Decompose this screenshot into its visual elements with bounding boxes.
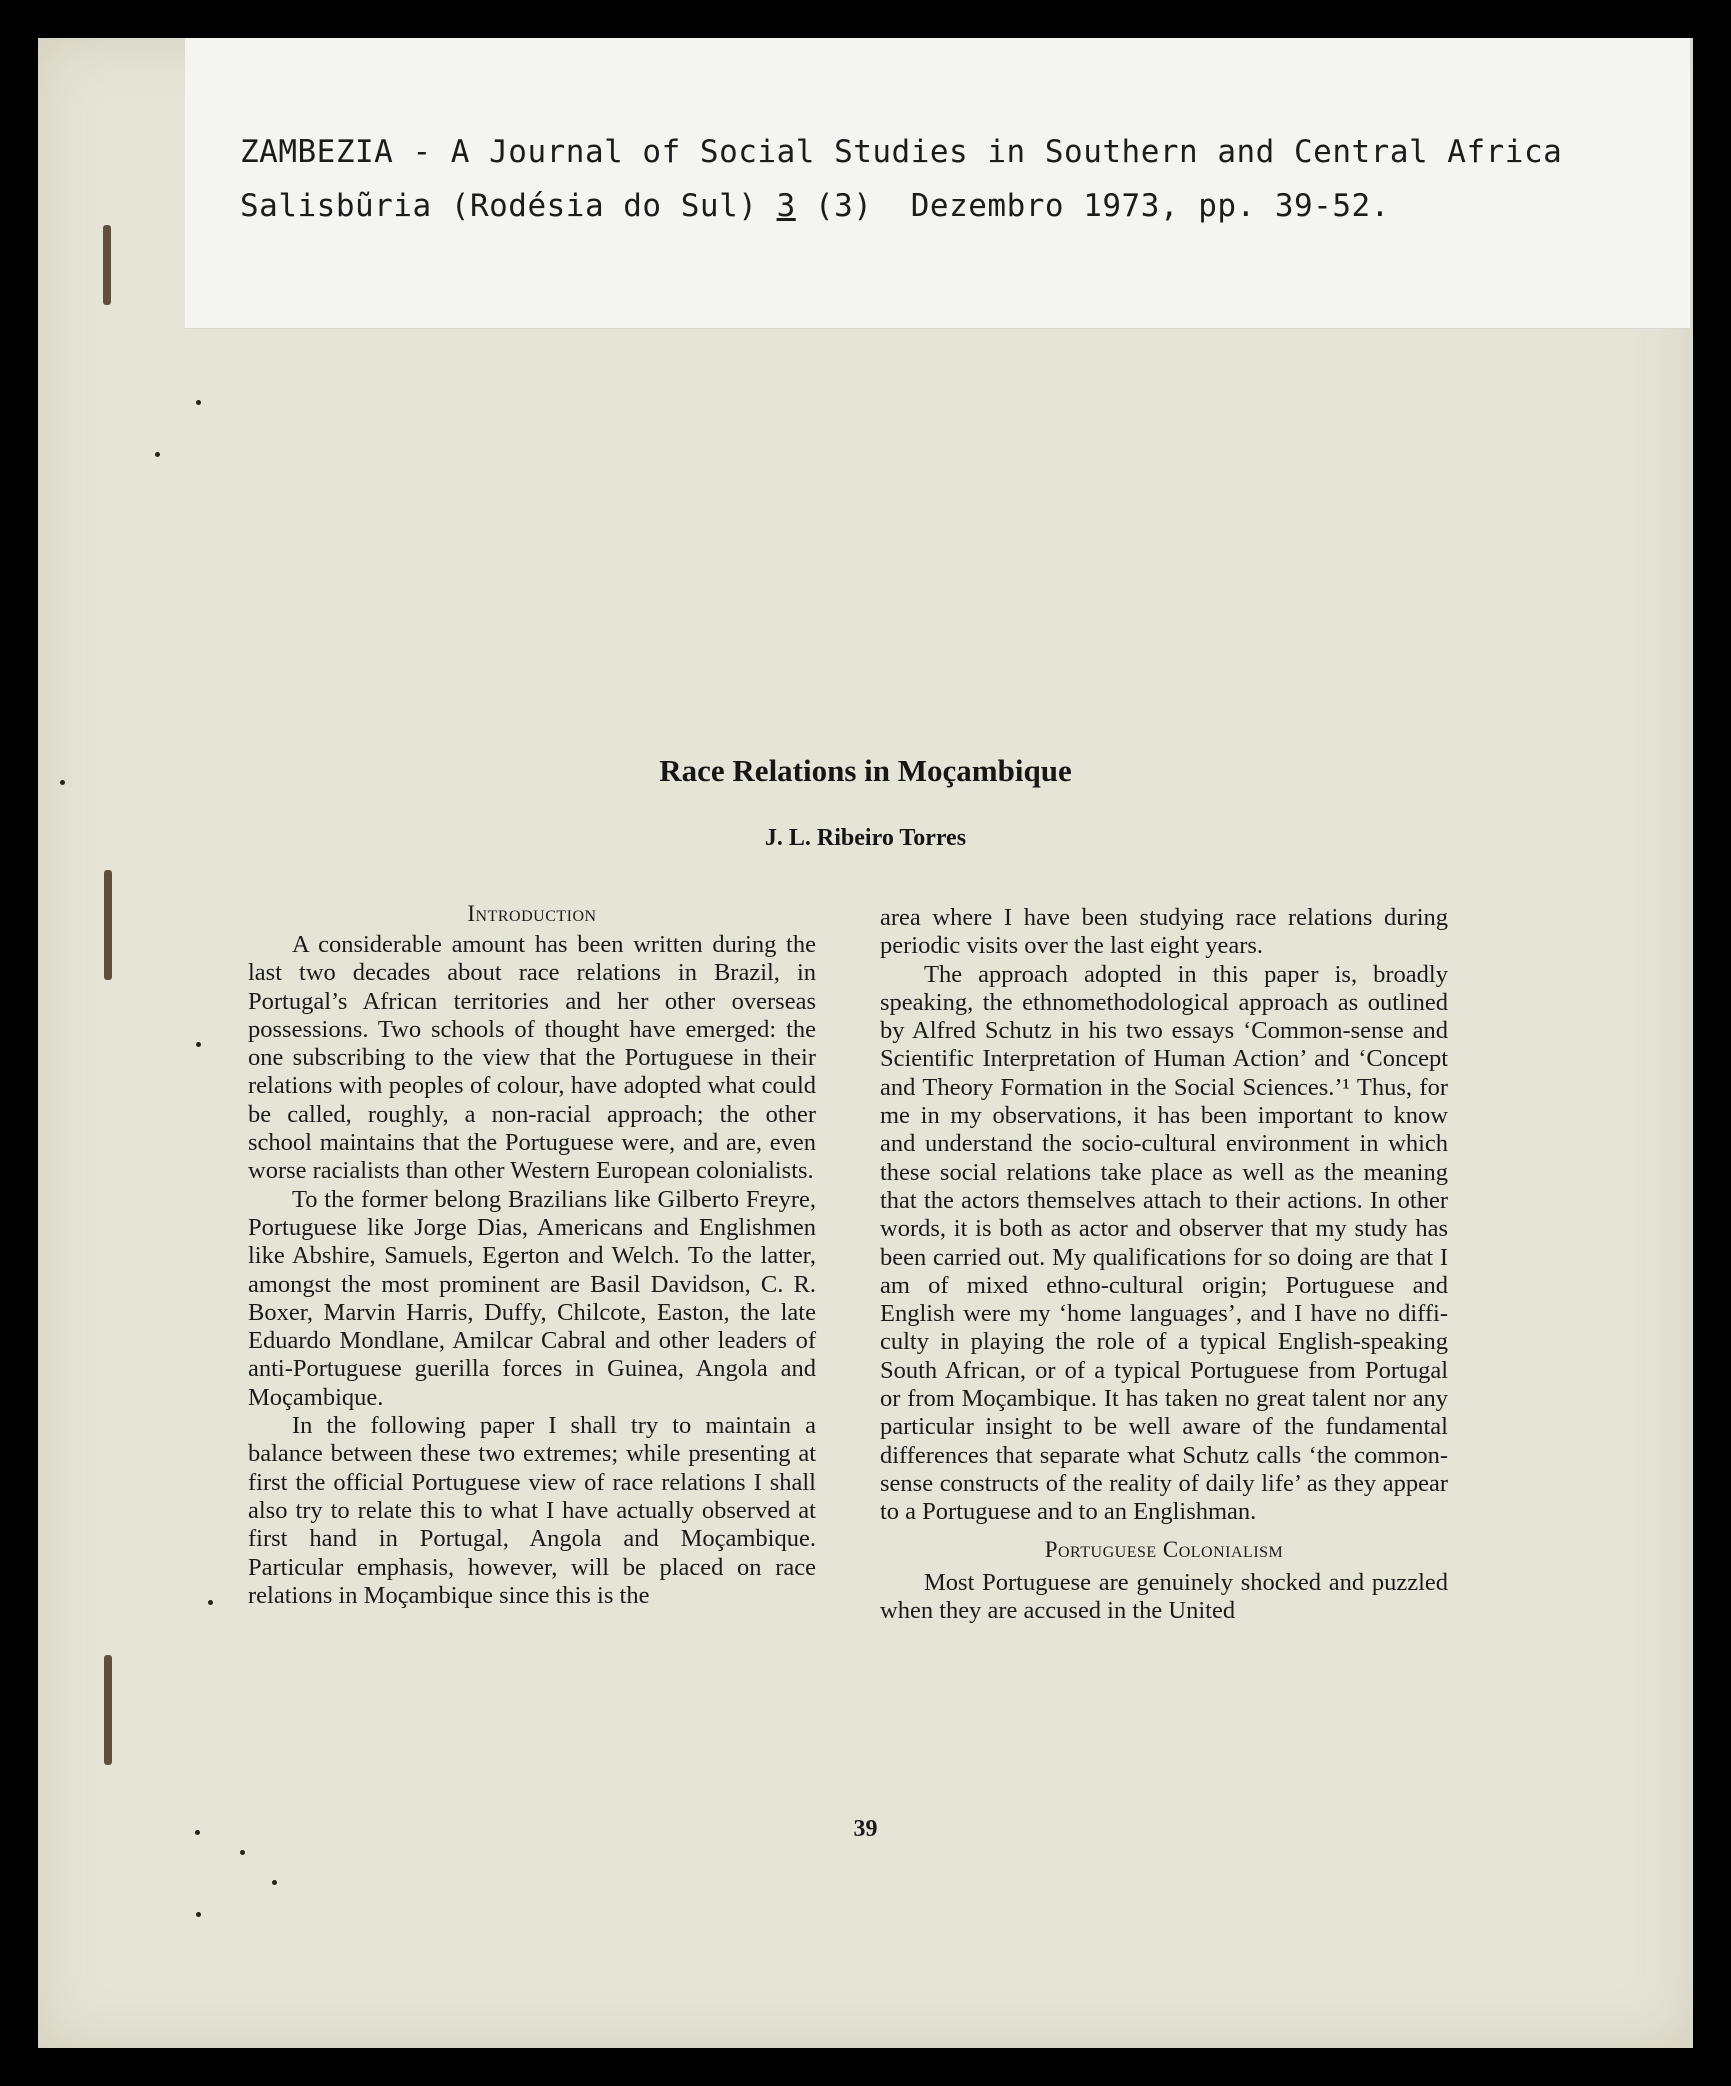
citation-place: Salisbũria (Rodésia do Sul) [240,188,777,224]
left-column [248,899,816,1610]
speck [196,400,201,405]
section-heading-portuguese-colonialism: Portuguese Colonialism [1044,1536,1284,1562]
paragraph: A considerable amount has been written during the last two decades about race relations in Brazil, in Portugal’s African territories and her other overseas possessions. Two schools of thought have emerged: the one subscribing to the view that the Portuguese in their relations with peoples of colour, have adopted what could be called, roughly, a non-racial approach; the other school maintains that the Portuguese were, and are, even worse racialists than other Western European colonialists. [248,931,816,1185]
citation-volume: 3 [776,188,796,224]
section-heading-introduction: Introduction [467,901,597,926]
speck [272,1880,277,1885]
speck [196,1042,201,1047]
paragraph: Most Portuguese are genuinely shocked and puzzled when they are accused in the United [880,1568,1448,1624]
page-number: 39 [853,1816,878,1842]
article-title: Race Relations in Moçambique [659,753,1072,788]
citation-issue-date-pages: (3) Dezembro 1973, pp. 39-52. [795,188,1390,224]
citation-source-line [240,188,1390,224]
paragraph: To the former belong Brazilians like Gilberto Freyre, Portuguese like Jorge Dias, Americans and Englishmen like Abshire, Samuels, Egerton and Welch. To the latter, amongst the most prominent are Basil Davidson, C. R. Boxer, Marvin Harris, Duffy, Chilcote, Easton, the late Eduardo Mondlane, Amilcar Cabral and other leaders of anti-Portuguese guerilla forces in Guinea, Angola and Moçambique. [248,1185,816,1411]
right-column [880,904,1448,1625]
paragraph: In the following paper I shall try to maintain a balance between these two extremes; while presenting at first the official Portuguese view of race relations I shall also try to relate this to what I have actually observed at first hand in Portugal, Angola and Moçambique. Particular emphasis, however, will be placed on race relations in Moçambique since this is the [248,1412,816,1609]
staple-mark-top [103,225,111,305]
speck [240,1850,245,1855]
citation-journal-line: ZAMBEZIA - A Journal of Social Studies in Southern and Central Africa [240,134,1563,170]
staple-mark-bottom [104,1655,112,1765]
speck [196,1912,201,1917]
staple-mark-middle [104,870,112,980]
citation-label [185,38,1690,329]
speck [155,452,160,457]
article-author: J. L. Ribeiro Torres [764,825,967,851]
paragraph: The approach adopted in this paper is, broadly speaking, the ethnomethodological approach as outlined by Alfred Schutz in his two essays ‘Common-sense and Scientific Interpretation of Human Action’ and ‘Concept and Theory Formation in the Social Sciences.’¹ Thus, for me in my observations, it has been important to know and understand the socio-cultural environment in which these social relations take place as well as the meaning that the actors themselves attach to their actions. In other words, it is both as actor and observer that my study has been carried out. My qualifications for so doing are that I am of mixed ethno-cultural origin; Portuguese and English were my ‘home languages’, and I have no difficulty in playing the role of a typical English-speaking South African, or of a typical Portuguese from Portugal or from Moçambique. It has taken no great talent nor any particular insight to be well aware of the fundamental differences that separate what Schutz calls ‘the common-sense constructs of the reality of daily life’ as they appear to a Portuguese and to an Englishman. [880,960,1448,1526]
speck [208,1600,213,1605]
paragraph-continued: area where I have been studying race relations during periodic visits over the last eight years. [880,904,1448,960]
